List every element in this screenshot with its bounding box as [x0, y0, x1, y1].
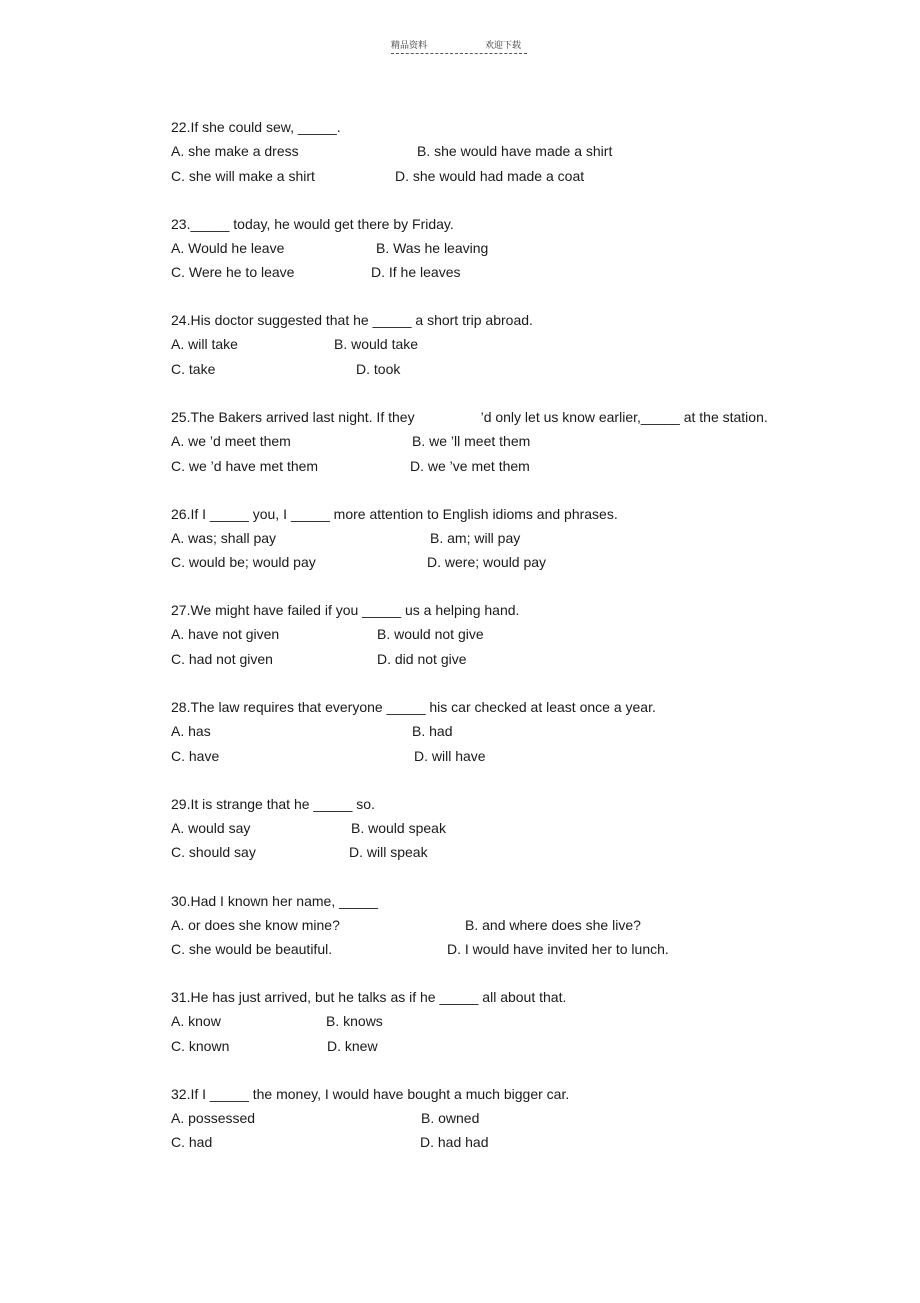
question-stem: 27.We might have failed if you _____ us a helping hand.	[171, 602, 520, 619]
option-d: D. took	[356, 360, 401, 377]
question-28	[171, 695, 851, 792]
option-c: C. known	[171, 1037, 230, 1054]
question-list	[171, 115, 851, 1179]
question-stem: 23._____ today, he would get there by Friday.	[171, 215, 454, 232]
option-d: D. I would have invited her to lunch.	[447, 941, 669, 957]
question-32	[171, 1082, 851, 1179]
question-stem-part1: 25.The Bakers arrived last night. If they	[171, 409, 415, 426]
header-right-text: 欢迎下载	[485, 41, 522, 51]
option-a: A. possessed	[171, 1109, 256, 1126]
option-c: C. take	[171, 360, 216, 377]
option-c: C. have	[171, 747, 220, 764]
option-d: D. If he leaves	[371, 264, 461, 281]
option-c: C. had not given	[171, 650, 273, 667]
header-left-text: 精品资料	[391, 41, 428, 51]
option-c: C. she would be beautiful.	[171, 941, 333, 957]
question-stem: 32.If I _____ the money, I would have bought a much bigger car.	[171, 1085, 570, 1102]
option-c: C. had	[171, 1134, 213, 1151]
option-d: D. knew	[327, 1037, 378, 1054]
option-b: B. she would have made a shirt	[417, 143, 613, 159]
option-b: B. would not give	[377, 626, 484, 643]
option-d: D. will have	[414, 747, 486, 764]
question-26	[171, 502, 851, 599]
option-a: A. would say	[171, 819, 251, 836]
option-d: D. did not give	[377, 650, 467, 667]
option-b: B. and where does she live?	[465, 916, 641, 933]
question-stem: 24.His doctor suggested that he _____ a short trip abroad.	[171, 312, 533, 329]
question-27	[171, 598, 851, 695]
option-a: A. know	[171, 1013, 221, 1030]
option-d: D. we ’ve met them	[410, 457, 530, 474]
option-c: C. should say	[171, 844, 256, 861]
option-a: A. has	[171, 723, 211, 740]
option-a: A. have not given	[171, 626, 280, 643]
question-stem: 29.It is strange that he _____ so.	[171, 795, 375, 812]
question-stem: 22.If she could sew, _____.	[171, 119, 341, 135]
question-22	[171, 115, 851, 212]
question-24	[171, 308, 851, 405]
question-29	[171, 792, 851, 889]
option-c: C. we ’d have met them	[171, 457, 319, 474]
option-d: D. will speak	[349, 844, 428, 861]
page-header	[391, 38, 527, 58]
option-b: B. am; will pay	[430, 529, 521, 546]
option-a: A. she make a dress	[171, 143, 299, 159]
option-b: B. had	[412, 723, 453, 740]
question-25	[171, 405, 851, 502]
question-stem: 31.He has just arrived, but he talks as if he _____ all about that.	[171, 989, 567, 1006]
option-b: B. would speak	[351, 819, 446, 836]
option-b: B. owned	[421, 1109, 480, 1126]
option-a: A. we ’d meet them	[171, 433, 291, 450]
option-b: B. knows	[326, 1013, 383, 1030]
question-30	[171, 889, 851, 986]
option-b: B. we ’ll meet them	[412, 433, 531, 450]
option-d: D. she would had made a coat	[395, 167, 585, 184]
option-b: B. would take	[334, 336, 419, 353]
option-c: C. she will make a shirt	[171, 167, 315, 184]
option-a: A. or does she know mine?	[171, 916, 340, 933]
question-stem: 26.If I _____ you, I _____ more attention to English idioms and phrases.	[171, 505, 618, 522]
option-b: B. Was he leaving	[376, 239, 489, 256]
option-d: D. were; would pay	[427, 554, 547, 571]
option-a: A. Would he leave	[171, 239, 285, 256]
question-stem: 30.Had I known her name, _____	[171, 892, 379, 909]
question-stem	[171, 405, 768, 429]
option-a: A. was; shall pay	[171, 529, 277, 546]
option-d: D. had had	[420, 1134, 489, 1151]
question-stem: 28.The law requires that everyone _____ his car checked at least once a year.	[171, 699, 656, 716]
option-c: C. Were he to leave	[171, 264, 295, 281]
option-c: C. would be; would pay	[171, 554, 316, 571]
header-divider	[391, 53, 527, 54]
option-a: A. will take	[171, 336, 238, 353]
question-31	[171, 985, 851, 1082]
question-23	[171, 212, 851, 309]
question-stem-part2: ’d only let us know earlier,_____ at the station.	[480, 409, 768, 426]
